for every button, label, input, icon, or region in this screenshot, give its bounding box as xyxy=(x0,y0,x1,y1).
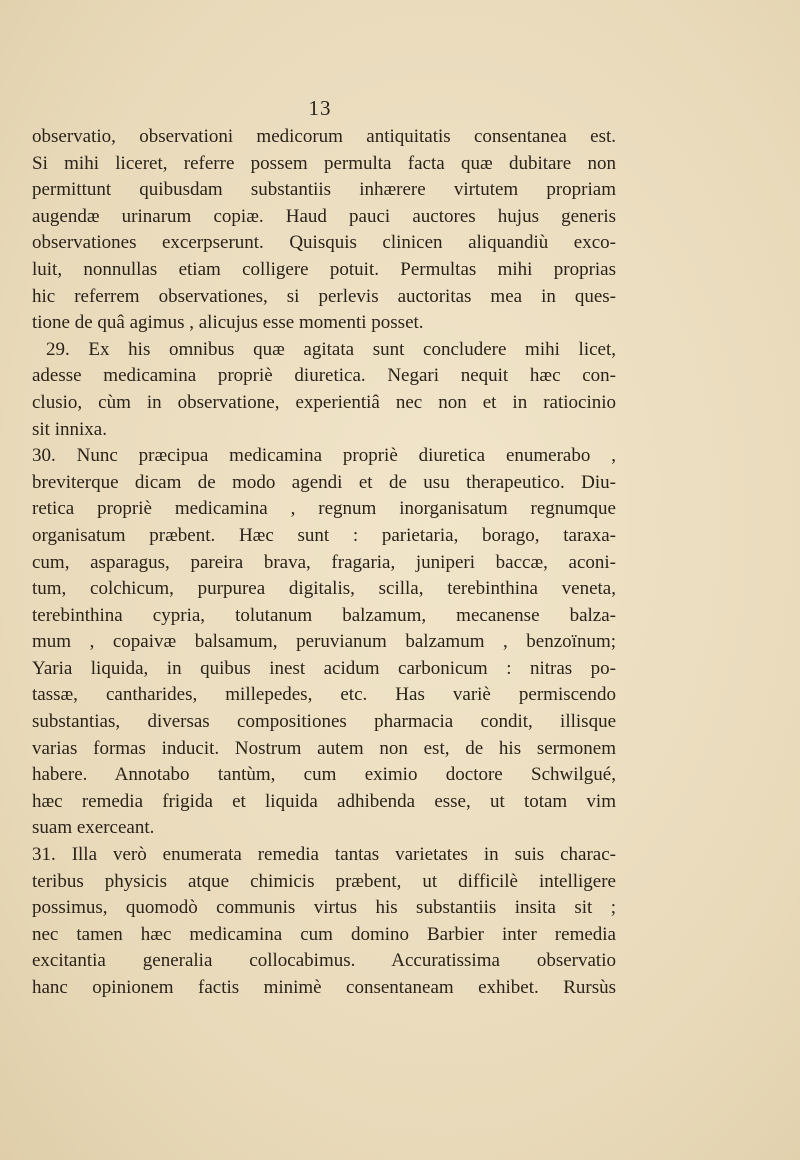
body-text xyxy=(32,124,616,1002)
text-line: hæc remedia frigida et liquida adhibenda esse, ut totam vim xyxy=(32,790,616,812)
text-line: hic referrem observationes, si perlevis auctoritas mea in ques- xyxy=(32,285,616,307)
text-line: hanc opinionem factis minimè consentaneam exhibet. Rursùs xyxy=(32,977,616,998)
text-line: suam exerceant. xyxy=(32,817,155,839)
text-line: cum, asparagus, pareira brava, fragaria, juniperi baccæ, aconi- xyxy=(32,551,616,573)
text-line: observatio, observationi medicorum antiquitatis consentanea est. xyxy=(32,126,616,147)
text-line: tassæ, cantharides, millepedes, etc. Has variè permiscendo xyxy=(32,684,616,706)
text-line: adesse medicamina propriè diuretica. Negari nequit hæc con- xyxy=(32,365,616,387)
text-line: Si mihi liceret, referre possem permulta facta quæ dubitare non xyxy=(32,152,616,174)
text-line: sit innixa. xyxy=(32,418,107,440)
text-line: retica propriè medicamina , regnum inorganisatum regnumque xyxy=(32,498,616,520)
text-line: Yaria liquida, in quibus inest acidum carbonicum : nitras po- xyxy=(32,657,616,679)
text-line: clusio, cùm in observatione, experientiâ nec non et in ratiocinio xyxy=(32,391,616,413)
text-line: teribus physicis atque chimicis præbent, ut difficilè intelligere xyxy=(32,870,616,892)
text-line: excitantia generalia collocabimus. Accuratissima observatio xyxy=(32,950,616,972)
text-line: possimus, quomodò communis virtus his substantiis insita sit ; xyxy=(32,897,616,919)
page-number: 13 xyxy=(308,96,332,120)
text-line: tione de quâ agimus , alicujus esse momenti posset. xyxy=(32,312,424,334)
text-line: augendæ urinarum copiæ. Haud pauci auctores hujus generis xyxy=(32,205,616,227)
text-line: breviterque dicam de modo agendi et de usu therapeutico. Diu- xyxy=(32,471,616,493)
text-line: tum, colchicum, purpurea digitalis, scilla, terebinthina veneta, xyxy=(32,578,616,600)
text-line: varias formas inducit. Nostrum autem non est, de his sermonem xyxy=(32,737,616,759)
text-line: 31. Illa verò enumerata remedia tantas varietates in suis charac- xyxy=(32,844,616,866)
text-line: permittunt quibusdam substantiis inhærere virtutem propriam xyxy=(32,179,616,201)
text-line: nec tamen hæc medicamina cum domino Barbier inter remedia xyxy=(32,923,616,945)
text-line: terebinthina cypria, tolutanum balzamum, mecanense balza- xyxy=(32,604,616,626)
text-line: habere. Annotabo tantùm, cum eximio doctore Schwilgué, xyxy=(32,764,616,786)
text-line: organisatum præbent. Hæc sunt : parietaria, borago, taraxa- xyxy=(32,524,616,546)
text-line: substantias, diversas compositiones pharmacia condit, illisque xyxy=(32,711,616,733)
text-line: observationes excerpserunt. Quisquis clinicen aliquandiù exco- xyxy=(32,232,616,254)
text-line: luit, nonnullas etiam colligere potuit. Permultas mihi proprias xyxy=(32,258,616,280)
text-line: 29. Ex his omnibus quæ agitata sunt concludere mihi licet, xyxy=(46,338,616,360)
text-line: 30. Nunc præcipua medicamina propriè diuretica enumerabo , xyxy=(32,445,616,467)
text-line: mum , copaivæ balsamum, peruvianum balzamum , benzoïnum; xyxy=(32,631,616,653)
